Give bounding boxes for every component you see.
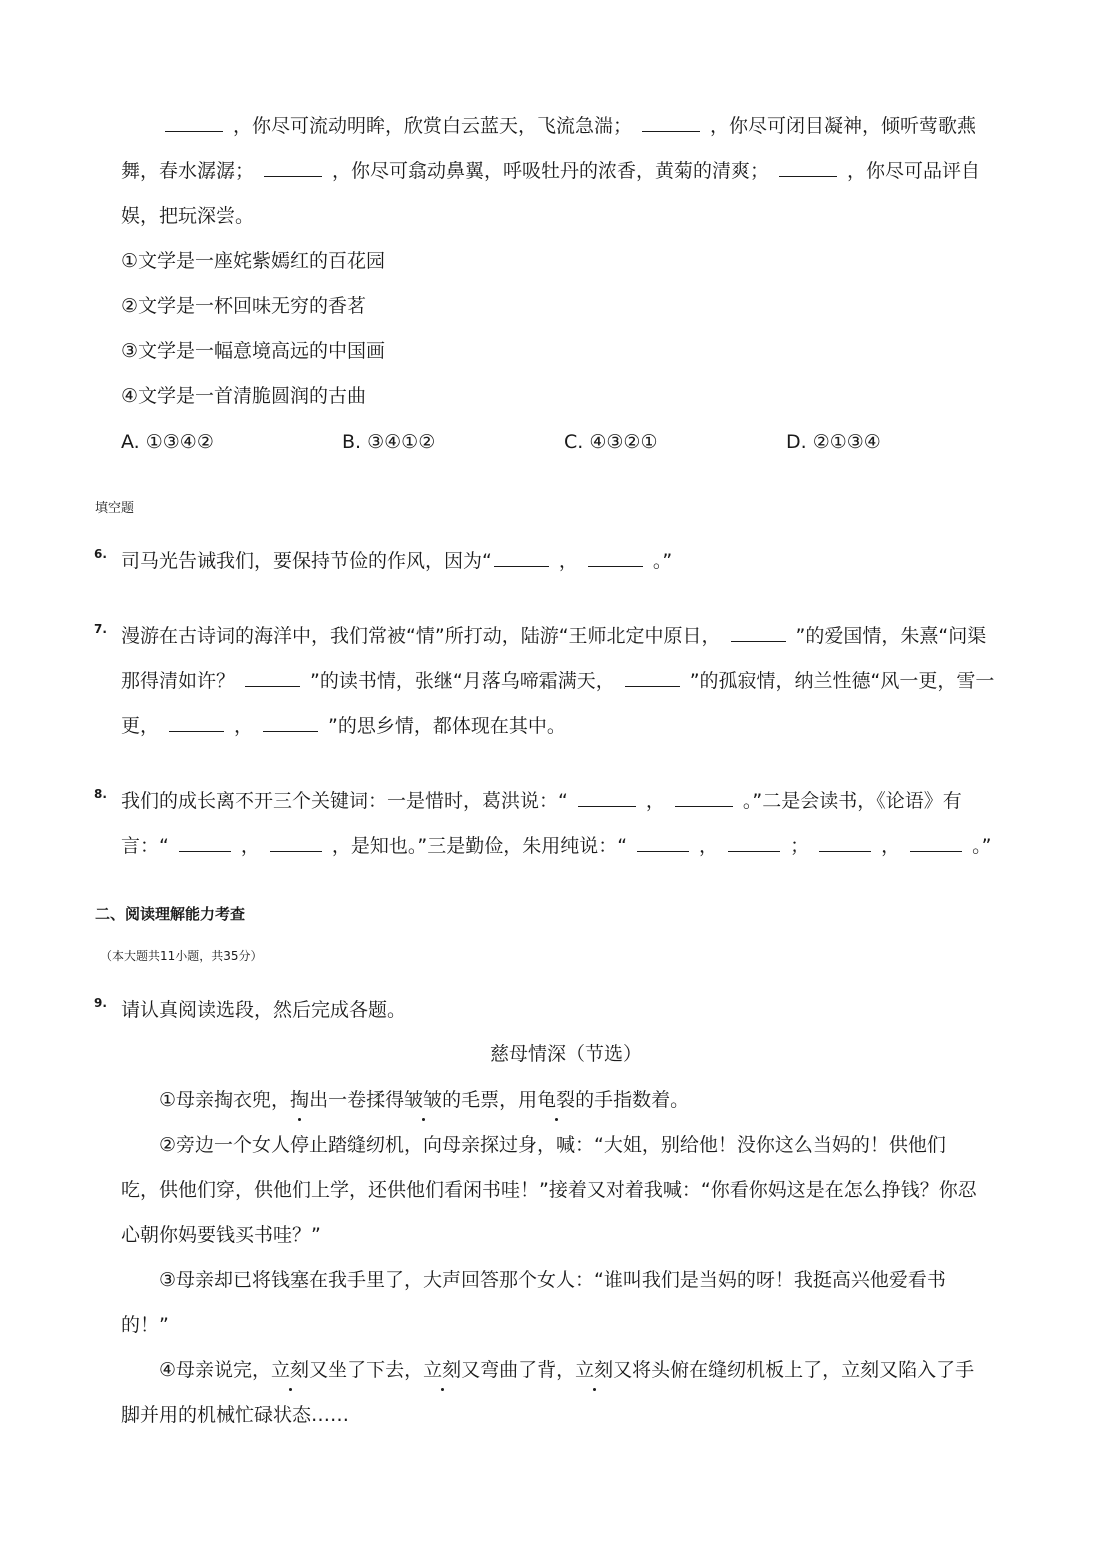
fill-blank[interactable]: [270, 832, 322, 852]
passage-paragraph-4-line-1: ④母亲说完，立刻又坐了下去，立刻又弯曲了背，立刻又将头俯在缝纫机板上了，立刻又陷入了手: [159, 1356, 1049, 1384]
fill-blank[interactable]: [263, 712, 318, 732]
option-d[interactable]: D. ②①③④: [786, 431, 881, 453]
fill-blank[interactable]: [819, 832, 871, 852]
fill-blank[interactable]: [264, 157, 322, 177]
fill-blank[interactable]: [578, 787, 636, 807]
dotted-word: 立刻: [575, 1356, 613, 1384]
passage-paragraph-2-line-1: ②旁边一个女人停止踏缝纫机，向母亲探过身，喊：“大姐，别给他！没你这么当妈的！供他们: [159, 1134, 946, 1156]
option-a[interactable]: A. ①③④②: [121, 431, 214, 453]
q5-line-1: ，你尽可流动明眸，欣赏白云蓝天，飞流急湍； ，你尽可闭目凝神，倾听莺歌燕: [159, 112, 1049, 140]
fill-blank[interactable]: [642, 112, 700, 132]
fill-blank[interactable]: [779, 157, 837, 177]
q5-line-3: 娱，把玩深尝。: [121, 205, 255, 227]
fill-blank[interactable]: [494, 547, 549, 567]
fill-blank[interactable]: [169, 712, 224, 732]
passage-paragraph-3-line-2: 的！”: [121, 1314, 169, 1336]
dotted-word: 掏: [290, 1086, 309, 1114]
q7-line-1: 漫游在古诗词的海洋中，我们常被“情”所打动，陆游“王师北定中原日， ”的爱国情，朱熹“问渠: [121, 622, 1011, 650]
q8-line-1: 我们的成长离不开三个关键词：一是惜时，葛洪说：“ ， 。”二是会读书，《论语》有: [121, 787, 1011, 815]
q7-line-3: 更， ， ”的思乡情，都体现在其中。: [121, 712, 1011, 740]
passage-paragraph-2-line-2: 吃，供他们穿，供他们上学，还供他们看闲书哇！”接着又对着我喊：“你看你妈这是在怎么挣钱？你忍: [121, 1179, 977, 1201]
dotted-word: 立刻: [423, 1356, 461, 1384]
section-label-fill: 填空题: [95, 501, 135, 516]
q5-line-2: 舞，春水潺潺； ，你尽可翕动鼻翼，呼吸牡丹的浓香，黄菊的清爽； ，你尽可品评自: [121, 157, 1011, 185]
dotted-word: 皱皱: [404, 1089, 442, 1111]
q8-line-2: 言：“ ， ，是知也。”三是勤俭，朱用纯说：“ ， ； ， 。”: [121, 832, 1011, 860]
passage-paragraph-4-line-2: 脚并用的机械忙碌状态……: [121, 1404, 350, 1426]
q7-line-2: 那得清如许？ ”的读书情，张继“月落乌啼霜满天， ”的孤寂情，纳兰性德“风一更，雪一: [121, 667, 1011, 695]
question-number-8: 8.: [94, 787, 107, 801]
fill-blank[interactable]: [625, 667, 680, 687]
fill-blank[interactable]: [179, 832, 231, 852]
dotted-word: 立刻: [271, 1356, 309, 1384]
fill-blank[interactable]: [731, 622, 786, 642]
fill-blank[interactable]: [588, 547, 643, 567]
dotted-word: 龟裂: [537, 1086, 575, 1114]
passage-paragraph-1: ①母亲掏衣兜，掏出一卷揉得皱皱的毛票，用龟裂的手指数着。: [159, 1086, 1049, 1114]
q5-item-3: ③文学是一幅意境高远的中国画: [121, 340, 386, 362]
fill-blank[interactable]: [728, 832, 780, 852]
passage-paragraph-3-line-1: ③母亲却已将钱塞在我手里了，大声回答那个女人：“谁叫我们是当妈的呀！我挺高兴他爱看书: [159, 1269, 946, 1291]
fill-blank[interactable]: [165, 112, 223, 132]
q5-item-1: ①文学是一座姹紫嫣红的百花园: [121, 250, 386, 272]
fill-blank[interactable]: [637, 832, 689, 852]
fill-blank[interactable]: [910, 832, 962, 852]
q9-intro: 请认真阅读选段，然后完成各题。: [121, 999, 407, 1021]
q5-item-2: ②文学是一杯回味无穷的香茗: [121, 295, 367, 317]
question-number-6: 6.: [94, 547, 107, 561]
q5-options: [121, 428, 1011, 456]
q5-item-4: ④文学是一首清脆圆润的古曲: [121, 385, 367, 407]
passage-title: 慈母情深（节选）: [489, 1043, 642, 1065]
question-number-9: 9.: [94, 996, 107, 1010]
passage-paragraph-2-line-3: 心朝你妈要钱买书哇？”: [121, 1224, 321, 1246]
section-subtitle-reading: （本大题共11小题，共35分）: [100, 949, 263, 963]
section-title-reading: 二、阅读理解能力考查: [95, 905, 246, 923]
question-number-7: 7.: [94, 622, 107, 636]
fill-blank[interactable]: [245, 667, 300, 687]
option-c[interactable]: C. ④③②①: [564, 431, 658, 453]
q6-line: 司马光告诫我们，要保持节俭的作风，因为“ ， 。”: [121, 547, 1011, 575]
fill-blank[interactable]: [675, 787, 733, 807]
option-b[interactable]: B. ③④①②: [342, 431, 436, 453]
